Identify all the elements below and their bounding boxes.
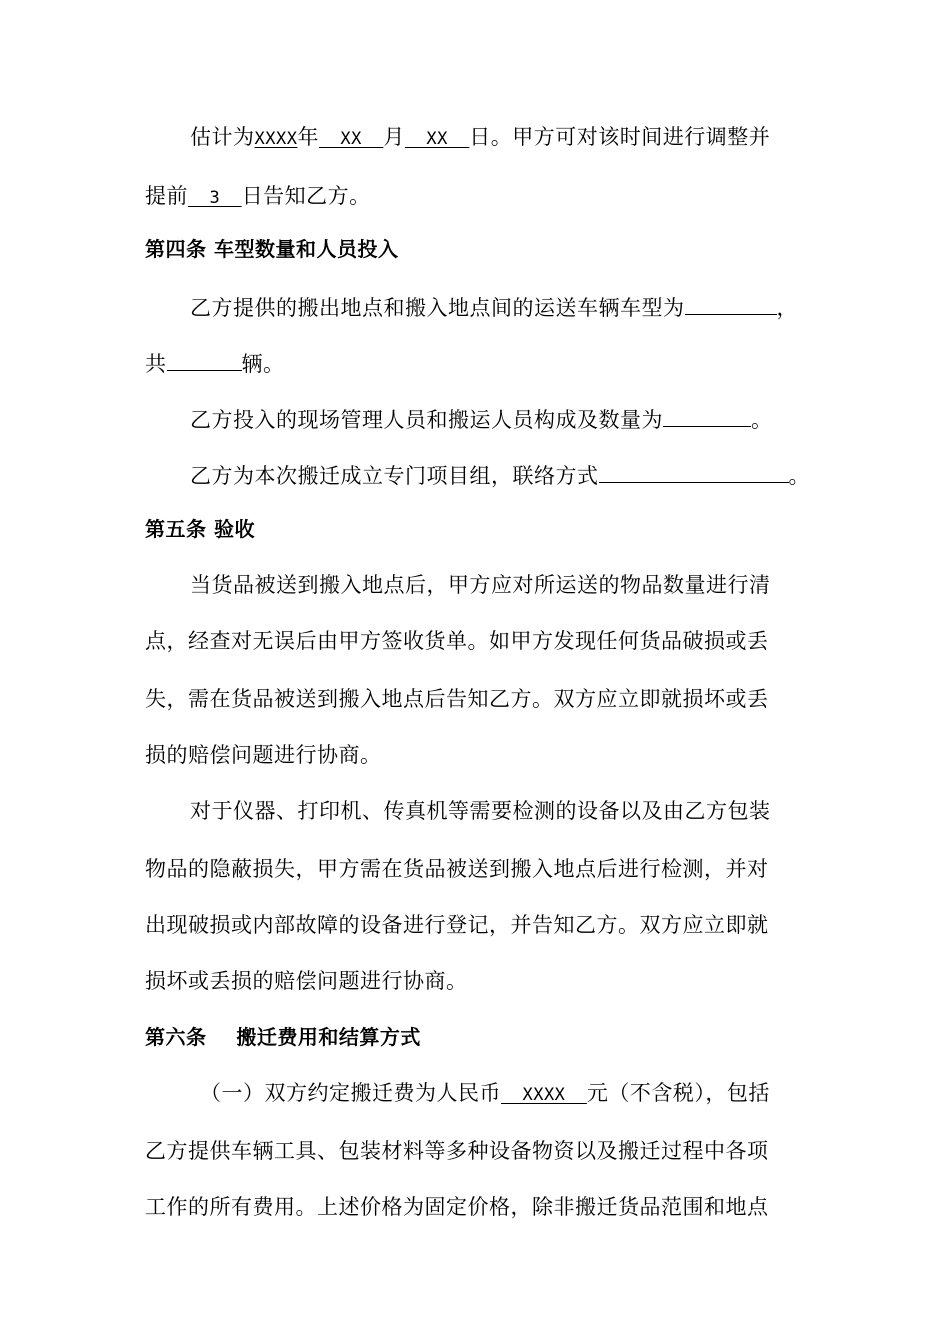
vehicle-type-end: ， [776, 296, 798, 320]
fee-line-3: 工作的所有费用。上述价格为固定价格，除非搬迁货品范围和地点 [145, 1195, 769, 1219]
article-5-heading: 第五条 验收 [145, 517, 255, 541]
staff-line [190, 404, 773, 435]
acceptance-para2-line1: 对于仪器、打印机、传真机等需要检测的设备以及由乙方包装 [190, 799, 771, 823]
fee-prefix: （一）双方约定搬迁费为人民币 [200, 1081, 501, 1105]
fee-line [200, 1078, 770, 1110]
contact-end: 。 [788, 464, 810, 488]
schedule-suffix: 日。甲方可对该时间进行调整并 [469, 125, 771, 149]
year-field: XXXX [254, 129, 298, 149]
notice-days-field: 3 [188, 188, 242, 208]
contact-blank [599, 460, 789, 483]
schedule-prefix: 估计为 [190, 125, 255, 149]
acceptance-para1-line3: 失，需在货品被送到搬入地点后告知乙方。双方应立即就损坏或丢 [145, 687, 769, 711]
vehicle-count-suffix: 辆。 [241, 352, 285, 376]
contact-text: 乙方为本次搬迁成立专门项目组，联络方式 [190, 464, 599, 488]
month-field: XX [318, 129, 384, 149]
fee-line-2: 乙方提供车辆工具、包装材料等多种设备物资以及搬迁过程中各项 [145, 1139, 769, 1163]
fee-suffix: 元（不含税），包括 [586, 1081, 770, 1105]
staff-end: 。 [751, 408, 773, 432]
acceptance-para2-line4: 损坏或丢损的赔偿问题进行协商。 [145, 969, 468, 993]
article-4-heading: 第四条 车型数量和人员投入 [145, 237, 399, 261]
vehicle-count-line [145, 348, 285, 379]
vehicle-type-line [190, 292, 798, 323]
acceptance-para1-line1: 当货品被送到搬入地点后，甲方应对所运送的物品数量进行清 [190, 573, 771, 597]
notice-prefix: 提前 [145, 184, 188, 208]
staff-text: 乙方投入的现场管理人员和搬运人员构成及数量为 [190, 408, 663, 432]
notice-suffix: 日告知乙方。 [241, 184, 371, 208]
staff-blank [663, 404, 751, 427]
vehicle-type-text: 乙方提供的搬出地点和搬入地点间的运送车辆车型为 [190, 296, 685, 320]
acceptance-para1-line2: 点，经查对无误后由甲方签收货单。如甲方发现任何货品破损或丢 [145, 629, 769, 653]
vehicle-count-prefix: 共 [145, 352, 167, 376]
vehicle-count-blank [167, 348, 242, 371]
month-label: 月 [383, 125, 405, 149]
acceptance-para2-line2: 物品的隐蔽损失，甲方需在货品被送到搬入地点后进行检测，并对 [145, 857, 769, 881]
acceptance-para2-line3: 出现破损或内部故障的设备进行登记，并告知乙方。双方应立即就 [145, 913, 769, 937]
acceptance-para1-line4: 损的赔偿问题进行协商。 [145, 743, 382, 767]
fee-amount-field: XXXX [501, 1085, 587, 1105]
vehicle-type-blank [685, 292, 777, 315]
contact-line [190, 460, 810, 491]
article-6-heading: 第六条 搬迁费用和结算方式 [145, 1025, 421, 1049]
schedule-line-1 [190, 122, 770, 154]
day-field: XX [404, 129, 470, 149]
year-label: 年 [297, 125, 319, 149]
schedule-line-2 [145, 181, 371, 213]
